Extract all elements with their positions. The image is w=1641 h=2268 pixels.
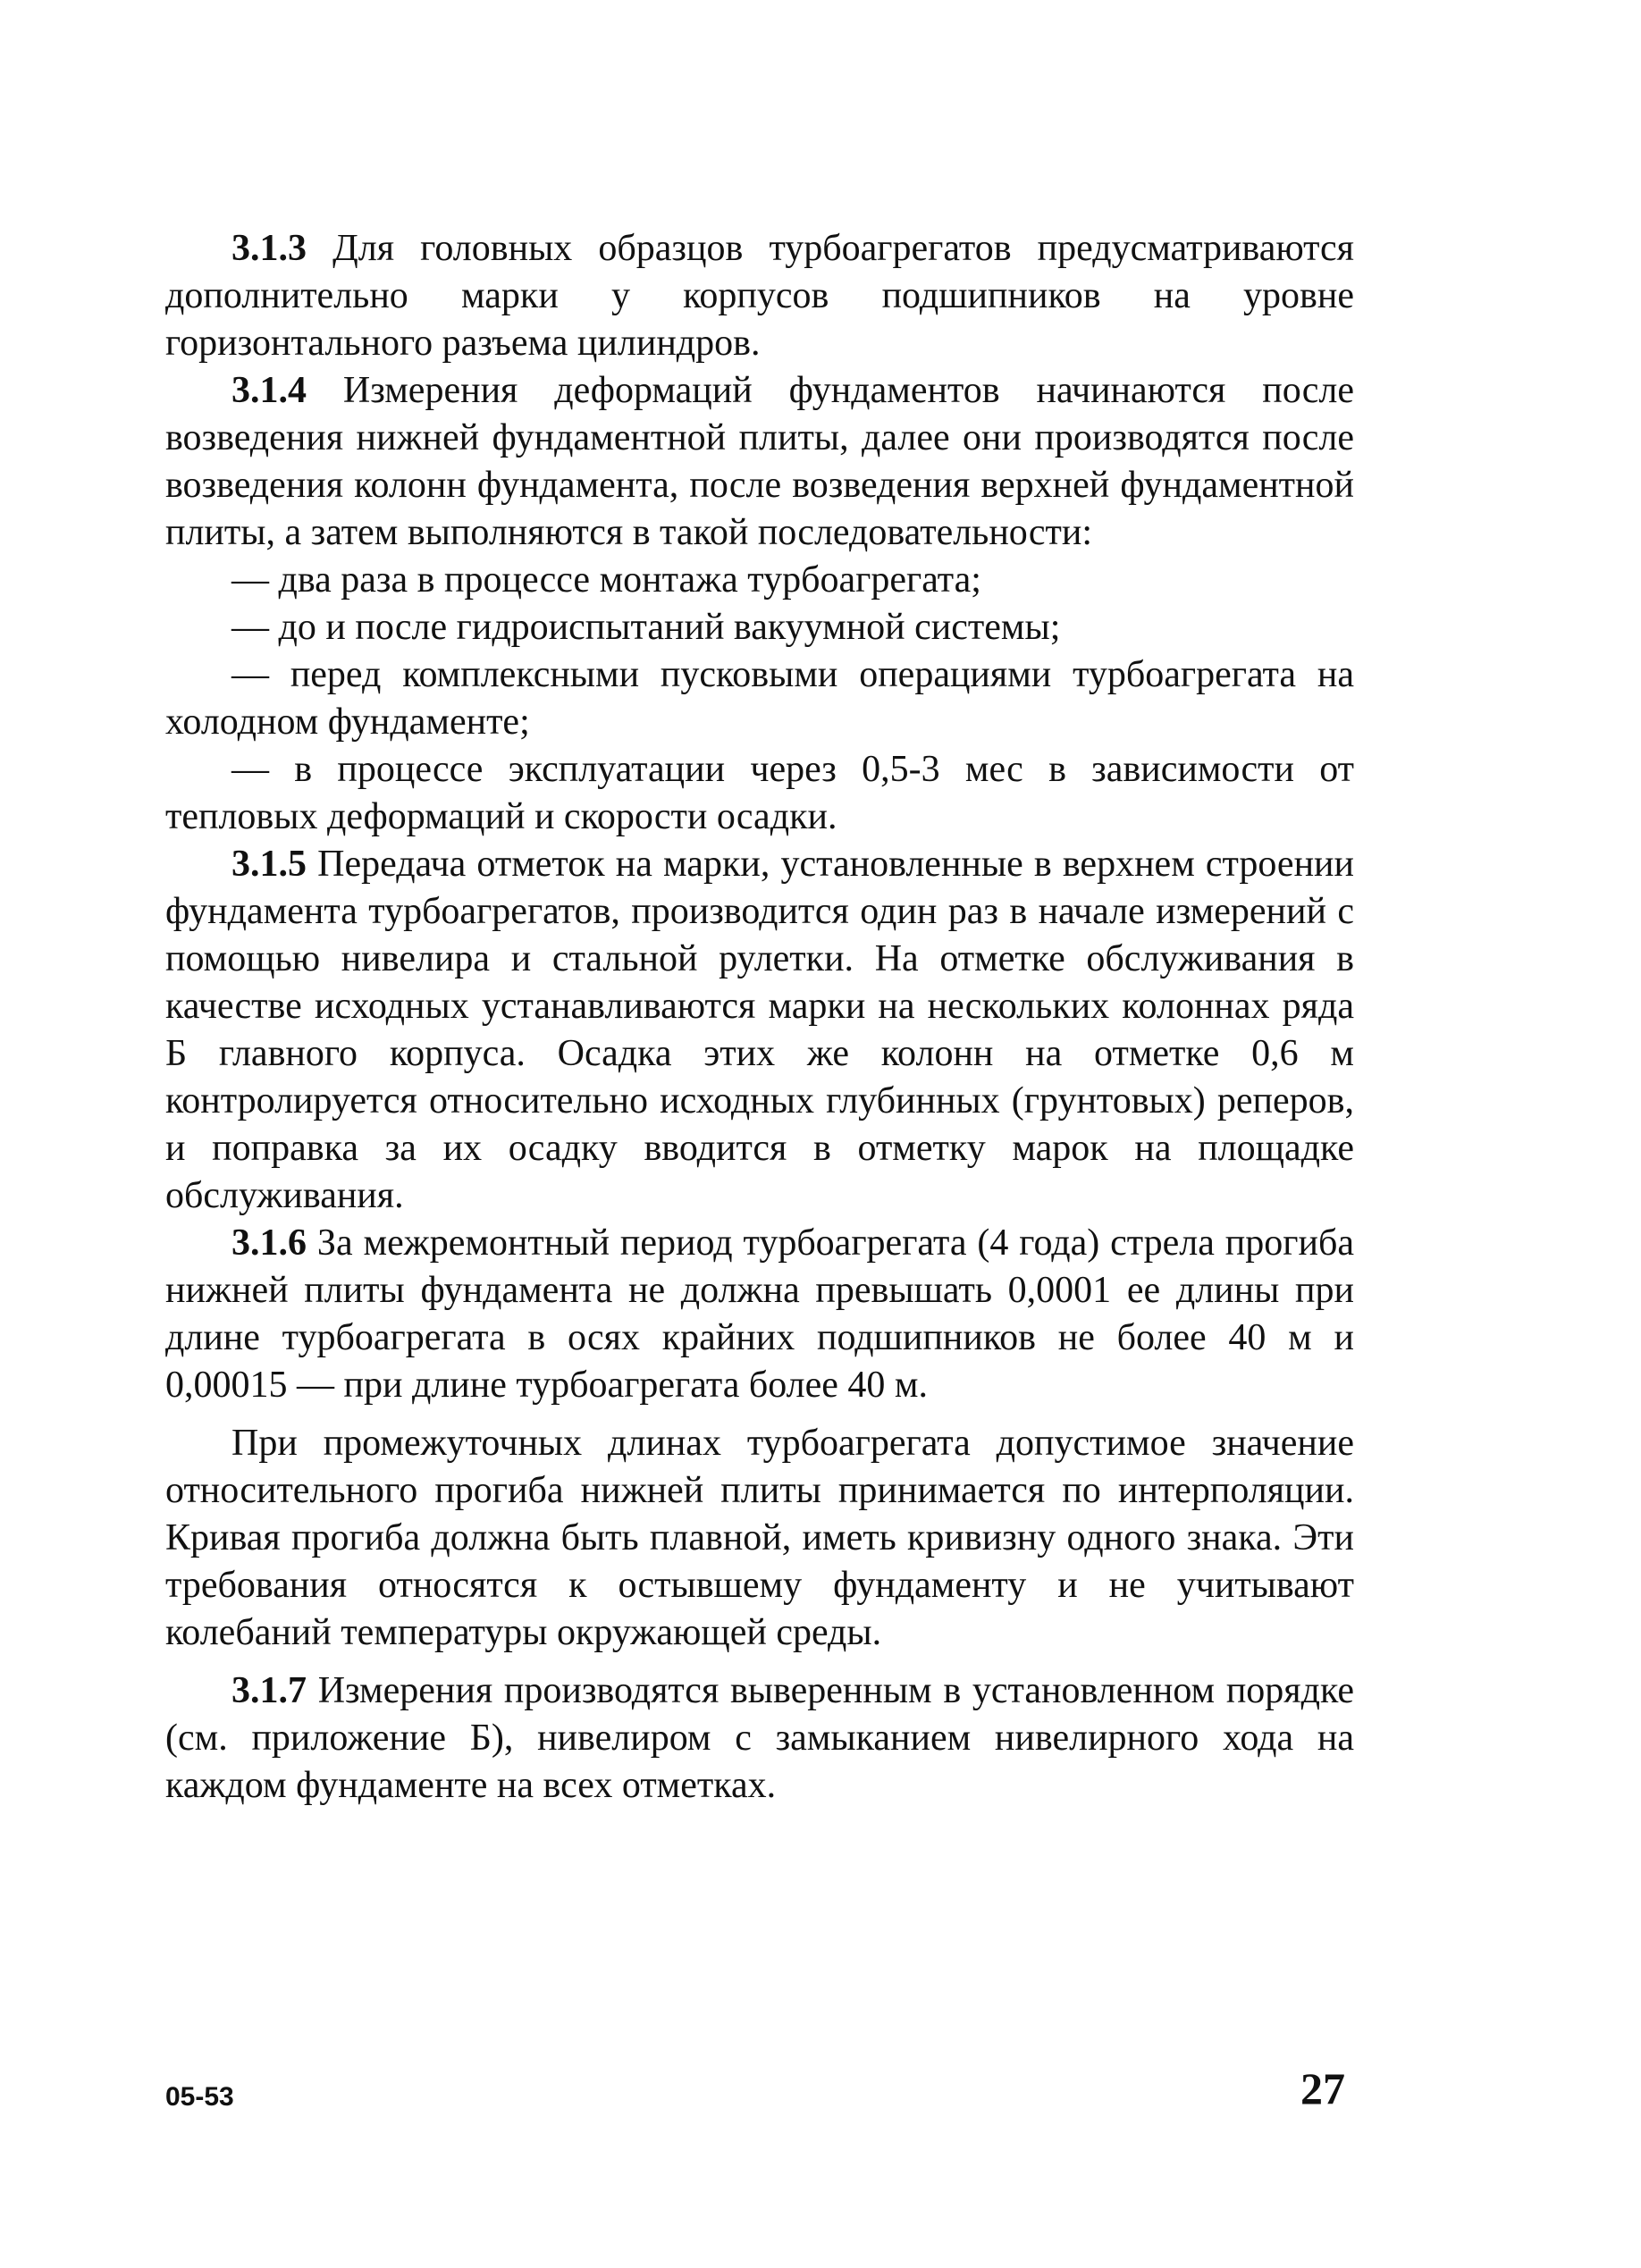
clause-number: 3.1.5 bbox=[231, 844, 307, 885]
paragraph-text: За межремонтный период турбоагрегата (4 года) стрела прогиба нижней плиты фундамента не должна превышать 0,0001 ее длины при длине турбоагрегата в осях крайних подшипников не более 40 м и 0,00015 — при длине турбоагрегата более 40 м. bbox=[165, 1222, 1354, 1406]
list-item-text: — два раза в процессе монтажа турбоагрегата; bbox=[231, 559, 981, 601]
footer-code: 05-53 bbox=[165, 2082, 234, 2112]
paragraph-text: Для головных образцов турбоагрегатов предусматриваются дополнительно марки у корпусов подшипников на уровне горизонтального разъема цилиндров. bbox=[165, 228, 1354, 364]
paragraph-text: Измерения производятся выверенным в установленном порядке (см. приложение Б), нивелиром с замыканием нивелирного хода на каждом фундаменте на всех отметках. bbox=[165, 1670, 1354, 1806]
body-text bbox=[165, 225, 1354, 1810]
clause-number: 3.1.3 bbox=[231, 228, 307, 269]
paragraph-text: При промежуточных длинах турбоагрегата допустимое значение относительного прогиба нижней плиты принимается по интерполяции. Кривая прогиба должна быть плавной, иметь кривизну одного знака. Эти требования относятся к остывшему фундаменту и не учитывают колебаний температуры окружающей среды. bbox=[165, 1423, 1354, 1653]
clause-number: 3.1.6 bbox=[231, 1222, 307, 1264]
paragraph-text: Измерения деформаций фундаментов начинаются после возведения нижней фундаментной плиты, далее они производятся после возведения колонн фундамента, после возведения верхней фундаментной плиты, а затем выполняются в такой последовательности: bbox=[165, 370, 1354, 553]
page-number: 27 bbox=[1300, 2063, 1345, 2113]
list-item bbox=[165, 557, 1354, 604]
clause-number: 3.1.7 bbox=[231, 1670, 307, 1711]
paragraph-interpolation bbox=[165, 1420, 1354, 1657]
paragraph-3-1-4 bbox=[165, 367, 1354, 557]
paragraph-3-1-7 bbox=[165, 1667, 1354, 1810]
list-item-text: — перед комплексными пусковыми операциями турбоагрегата на холодном фундаменте; bbox=[165, 654, 1354, 743]
paragraph-text: Передача отметок на марки, установленные в верхнем строении фундамента турбоагрегатов, производится один раз в начале измерений с помощью нивелира и стальной рулетки. На отметке обслуживания в качестве исходных устанавливаются марки на нескольких колоннах ряда Б главного корпуса. Осадка этих же колонн на отметке 0,6 м контролируется относительно исходных глубинных (грунтовых) реперов, и поправка за их осадку вводится в отметку марок на площадке обслуживания. bbox=[165, 844, 1354, 1216]
list-item-text: — в процессе эксплуатации через 0,5-3 мес в зависимости от тепловых деформаций и скорости осадки. bbox=[165, 749, 1354, 837]
clause-number: 3.1.4 bbox=[231, 370, 307, 411]
paragraph-3-1-5 bbox=[165, 841, 1354, 1220]
list-item bbox=[165, 604, 1354, 651]
paragraph-3-1-6 bbox=[165, 1220, 1354, 1409]
list-item bbox=[165, 746, 1354, 841]
list-item-text: — до и после гидроиспытаний вакуумной системы; bbox=[231, 607, 1061, 648]
paragraph-3-1-3 bbox=[165, 225, 1354, 367]
list-item bbox=[165, 651, 1354, 746]
